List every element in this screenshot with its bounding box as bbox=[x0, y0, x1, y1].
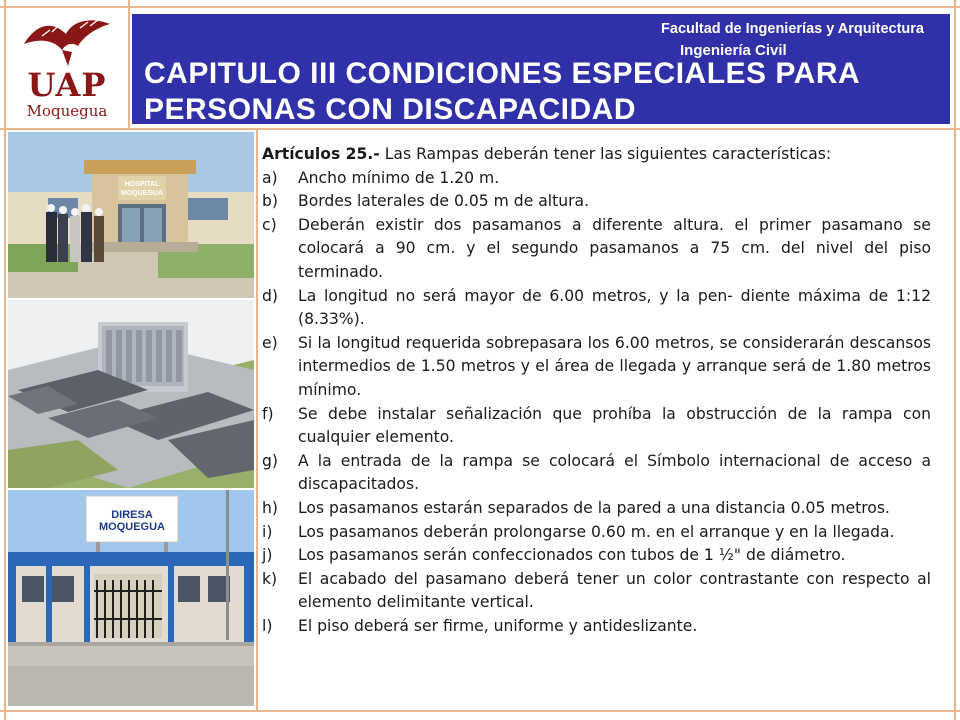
list-item bbox=[262, 190, 931, 214]
frame-line-content-divider bbox=[256, 130, 258, 710]
list-item-text: El piso deberá ser firme, uniforme y antideslizante. bbox=[298, 616, 698, 635]
list-item-marker: k) bbox=[262, 569, 278, 588]
frame-line-header-bottom bbox=[0, 128, 960, 130]
list-item bbox=[262, 332, 931, 403]
hospital-photo bbox=[8, 132, 254, 298]
frame-line-right bbox=[954, 0, 956, 720]
header-banner bbox=[132, 14, 950, 124]
list-item bbox=[262, 497, 931, 521]
list-item-marker: l) bbox=[262, 616, 273, 635]
logo-city: Moquegua bbox=[26, 102, 108, 120]
list-item-marker: f) bbox=[262, 404, 274, 423]
list-item-text: Los pasamanos deberán prolongarse 0.60 m. en el arranque y en la llegada. bbox=[298, 522, 895, 541]
list-item-text: Los pasamanos serán confeccionados con tubos de 1 ½" de diámetro. bbox=[298, 546, 846, 565]
uap-logo bbox=[8, 10, 126, 122]
list-item-text: La longitud no será mayor de 6.00 metros, y la pen- diente máxima de 1:12 (8.33%). bbox=[298, 286, 931, 329]
diresa-sign-line2: MOQUEGUA bbox=[99, 521, 165, 533]
diresa-photo bbox=[8, 490, 254, 706]
list-item-marker: g) bbox=[262, 451, 278, 470]
list-item bbox=[262, 285, 931, 332]
hospital-sign-line1: HOSPITAL bbox=[124, 181, 160, 188]
frame-line-logo-divider bbox=[128, 0, 130, 130]
requirements-list bbox=[262, 167, 931, 639]
frame-line-top bbox=[0, 6, 960, 8]
article-intro bbox=[262, 143, 931, 167]
list-item-text: Ancho mínimo de 1.20 m. bbox=[298, 168, 500, 187]
list-item bbox=[262, 521, 931, 545]
articles-content bbox=[262, 143, 931, 638]
article-number: Artículos 25.- bbox=[262, 145, 380, 163]
list-item-text: El acabado del pasamano deberá tener un color contrastante con respecto al elemento delimitante vertical. bbox=[298, 569, 931, 612]
list-item-marker: e) bbox=[262, 333, 278, 352]
condor-emblem-icon bbox=[22, 14, 112, 70]
list-item bbox=[262, 403, 931, 450]
faculty-name: Facultad de Ingenierías y Arquitectura bbox=[661, 21, 924, 37]
list-item-marker: h) bbox=[262, 498, 278, 517]
list-item-marker: d) bbox=[262, 286, 278, 305]
diresa-sign-line1: DIRESA bbox=[111, 509, 153, 521]
logo-acronym: UAP bbox=[27, 66, 107, 104]
list-item-text: Si la longitud requerida sobrepasara los 6.00 metros, se considerarán descansos intermedios de 1.50 metros y el área de llegada y arranque será de 1.80 metros mínimo. bbox=[298, 333, 931, 399]
page-title: CAPITULO III CONDICIONES ESPECIALES PARA PERSONAS CON DISCAPACIDAD bbox=[144, 57, 860, 124]
list-item-marker: a) bbox=[262, 168, 278, 187]
hospital-render-photo bbox=[8, 300, 254, 488]
career-name: Ingeniería Civil bbox=[680, 42, 787, 59]
list-item bbox=[262, 214, 931, 285]
list-item-text: Bordes laterales de 0.05 m de altura. bbox=[298, 192, 590, 211]
list-item-text: Deberán existir dos pasamanos a diferente altura. el primer pasamano se colocará a 90 cm. y el segundo pasamanos a 75 cm. del nivel del piso terminado. bbox=[298, 215, 931, 281]
list-item-text: Los pasamanos estarán separados de la pared a una distancia 0.05 metros. bbox=[298, 498, 890, 517]
frame-line-bottom bbox=[0, 710, 960, 712]
list-item bbox=[262, 544, 931, 568]
list-item bbox=[262, 450, 931, 497]
list-item bbox=[262, 167, 931, 191]
list-item-marker: j) bbox=[262, 546, 273, 565]
list-item-marker: i) bbox=[262, 522, 273, 541]
frame-line-left bbox=[4, 0, 6, 720]
list-item-marker: b) bbox=[262, 192, 278, 211]
article-intro-text: Las Rampas deberán tener las siguientes características: bbox=[379, 145, 832, 163]
hospital-sign-line2: MOQUEGUA bbox=[121, 190, 163, 197]
list-item-marker: c) bbox=[262, 215, 277, 234]
list-item bbox=[262, 615, 931, 639]
list-item-text: A la entrada de la rampa se colocará el Símbolo internacional de acceso a discapacitados. bbox=[298, 451, 931, 494]
list-item-text: Se debe instalar señalización que prohíba la obstrucción de la rampa con cualquier elemento. bbox=[298, 404, 931, 447]
list-item bbox=[262, 568, 931, 615]
